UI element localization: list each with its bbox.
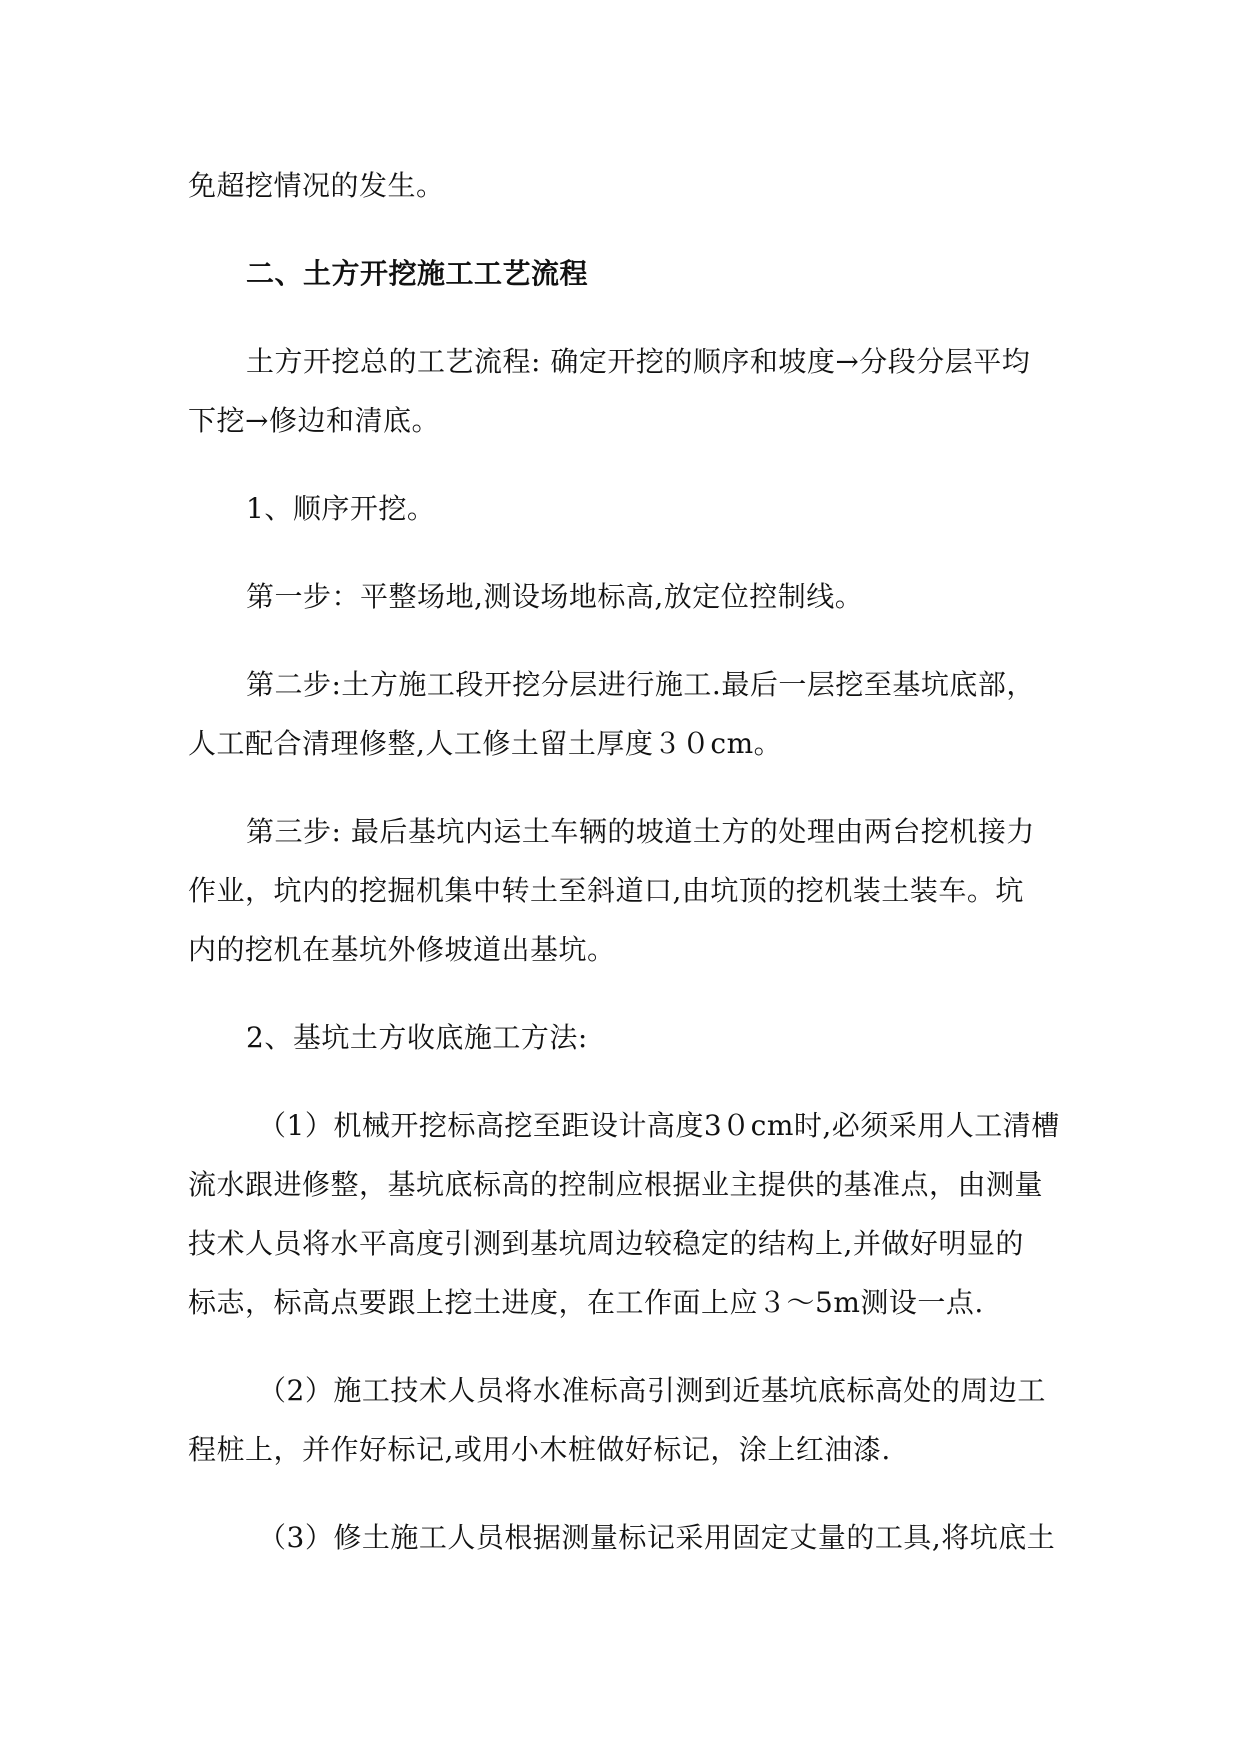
paragraph-continuation (188, 156, 1064, 215)
text-line: 标志，标高点要跟上挖土进度，在工作面上应３～5m测设一点. (188, 1286, 984, 1319)
paragraph-item-2 (188, 1008, 1064, 1067)
paragraph-item-1 (188, 479, 1064, 538)
text-line: （2）施工技术人员将水准标高引测到近基坑底标高处的周边工 (258, 1374, 1046, 1407)
text-line: 人工配合清理修整,人工修土留土厚度３０cm。 (188, 727, 783, 760)
text-line: 作业，坑内的挖掘机集中转土至斜道口,由坑顶的挖机装土装车。坑 (188, 874, 1024, 907)
text-line: 流水跟进修整，基坑底标高的控制应根据业主提供的基准点，由测量 (188, 1168, 1044, 1201)
paragraph-step-3 (188, 802, 1064, 979)
text-line: 1、顺序开挖。 (246, 492, 436, 525)
heading-text: 二、土方开挖施工工艺流程 (246, 257, 589, 290)
text-line: （1）机械开挖标高挖至距设计高度3０cm时,必须采用人工清槽 (258, 1109, 1060, 1142)
paragraph-subitem-3 (188, 1508, 1064, 1567)
text-line: 技术人员将水平高度引测到基坑周边较稳定的结构上,并做好明显的 (188, 1227, 1024, 1260)
text-line: 第三步: 最后基坑内运土车辆的坡道土方的处理由两台挖机接力 (246, 815, 1035, 848)
section-heading (188, 244, 1064, 303)
text-line: 程桩上，并作好标记,或用小木桩做好标记，涂上红油漆. (188, 1433, 891, 1466)
text-line: 第二步:土方施工段开挖分层进行施工.最后一层挖至基坑底部， (246, 668, 1035, 701)
text-line: 土方开挖总的工艺流程: 确定开挖的顺序和坡度→分段分层平均 (246, 345, 1031, 378)
text-line: 2、基坑土方收底施工方法: (246, 1021, 588, 1054)
text-line: 第一步：平整场地,测设场地标高,放定位控制线。 (246, 580, 864, 613)
paragraph-subitem-2 (188, 1361, 1064, 1479)
paragraph-step-2 (188, 655, 1064, 773)
paragraph-subitem-1 (188, 1096, 1064, 1332)
paragraph-process-flow (188, 332, 1064, 450)
text-line: （3）修土施工人员根据测量标记采用固定丈量的工具,将坑底土 (258, 1521, 1056, 1554)
document-body (188, 156, 1064, 1567)
paragraph-step-1 (188, 567, 1064, 626)
text-line: 下挖→修边和清底。 (188, 404, 440, 437)
text-line: 内的挖机在基坑外修坡道出基坑。 (188, 933, 616, 966)
text-line: 免超挖情况的发生。 (188, 169, 445, 202)
